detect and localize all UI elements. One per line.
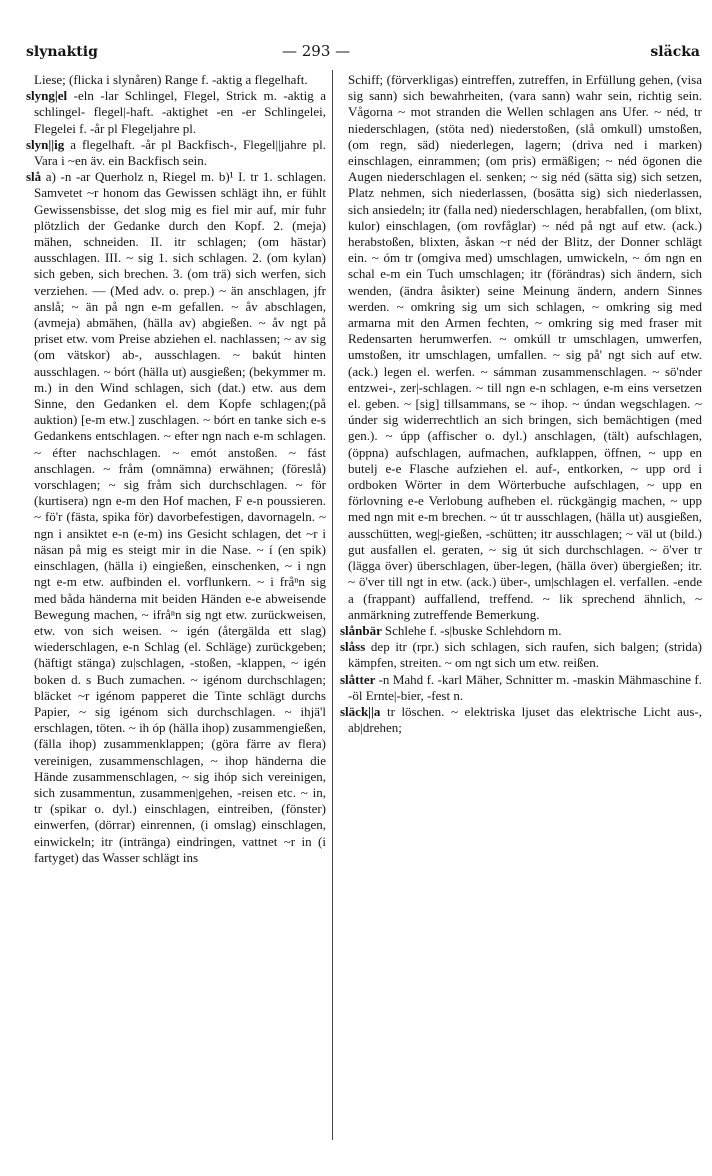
entry-headword: släck||a: [340, 703, 387, 719]
dictionary-entry: [340, 72, 702, 623]
dictionary-entry: [340, 704, 702, 736]
page-header: [26, 42, 704, 64]
column-divider: [332, 70, 333, 1140]
entry-text: a flegelhaft. -år pl Backfisch-, Flegel||jahre pl. Vara i ~en äv. ein Backfisch sein.: [34, 136, 326, 169]
left-column: [26, 72, 326, 866]
entry-text: tr löschen. ~ elektriska ljuset das elektrische Licht aus-, ab|drehen;: [348, 703, 702, 736]
entry-headword: slå: [26, 169, 46, 185]
dictionary-entry: [340, 672, 702, 704]
entry-headword: slånbär: [340, 622, 385, 638]
dictionary-entry: [26, 137, 326, 169]
entry-headword: slyn||ig: [26, 136, 71, 152]
dictionary-entry: [26, 169, 326, 866]
entry-text: -eln -lar Schlingel, Flegel, Strick m. -aktig a schlingel- flegel|-haft. -aktighet -en -er Schlingelei, Flegelei f. -år pl Flegeljahre pl.: [34, 88, 326, 136]
entry-headword: slåtter: [340, 671, 379, 687]
right-running-headword: släcka: [650, 44, 700, 60]
entry-text: -n Mahd f. -karl Mäher, Schnitter m. -maskin Mähmaschine f. -öl Ernte|-bier, -fest n.: [348, 671, 702, 703]
entry-text: a) -n -ar Querholz n, Riegel m. b)¹ I. tr 1. schlagen. Samvetet ~r honom das Gewissen schlägt ihn, er fühlt Gewissensbisse, det slog mig es fiel mir auf, mir fuhr plötzlich der Gedanke durch den Kopf. 2. (meja) mähen, schneiden. II. itr schlagen; (om hästar) ausschlagen. III. ~ sig 1. sich schlagen. 2. (om kylan) sich geben, sich brechen. 3. (om trä) sich werfen, sich verziehen. — (Med adv. o. prep.) ~ än anschlagen, jfr anslå; ~ än på ngn e-m gefallen. ~ åv abschlagen, (avmeja) abmähen, (hälla av) abgießen. ~ åv ngt på priset etw. vom Preise abziehen el. nachlassen; ~ av sig (om vätskor) ab-, ausschlagen. ~ bakút hinten ausschlagen. ~ bórt (hälla ut) ausgießen; (bekymmer m. m.) in den Wind schlagen, sich (dat.) etw. aus dem Sinne, den Gedanken el. dem Kopfe schlagen;(på auktion) [e-m etw.] zuschlagen. ~ bórt en tanke sich e-s Gedankens entschlagen. ~ efter ngn nach e-m schlagen. ~ éfter nachschlagen. ~ emót anstoßen. ~ fást anschlagen. ~ fråm (omnämna) erwähnen; (föreslå) vorschlagen; ~ sig fråm sich durchschlagen. ~ för (kurtisera) ngn e-m den Hof machen, F e-n poussieren. ~ fö'r (fästa, spika för) davorbefestigen, davornageln. ~ ngn i ansiktet e-n (e-m) ins Gesicht schlagen, det ~r i näsan på mig es steigt mir in die Nase. ~ í (en spik) einschlagen, (hälla i) eingießen, einschenken, ~ i ngn ngt e-m etw. aufbinden el. vorflunkern. ~ i fråⁿn sig med båda händerna mit beiden Händen e-e abweisende Bewegung machen, ~ ifråⁿn sig ngt etw. zurückweisen, etw. von sich weisen. ~ igén (återgälda ett slag) wiederschlagen, e-n Schlag (el. Schläge) zurückgeben; (häftigt stänga) zu|schlagen, -stoßen, -klappen, ~ igén boken d. s Buch zumachen. ~ igénom durchschlagen; bläcket ~r igénom papperet die Tinte schlägt durchs Papier, ~ sig igénom sich durchschlagen. ~ ihjä'l erschlagen, töten. ~ ih óp (hälla ihop) zusammengießen, (fälla ihop) zusammenklappen; (göra färre av flera) vereinigen, zusammenschlagen, ~ ihop händerna die Hände zusammenschlagen, ~ sig ihóp sich vereinigen, sich zusammentun, zusammen|gehen, -reisen etc. ~ in, tr (spikar o. dyl.) einschlagen, eintreiben, (fönster) einwerfen, (dörrar) einrennen, (i omslag) einschlagen, einwickeln; itr (intränga) eindringen, vattnet ~r in (i fartyget) das Wasser schlägt ins: [34, 169, 327, 865]
dictionary-entry: [26, 72, 326, 88]
dictionary-page: [26, 0, 704, 1176]
entry-text: dep itr (rpr.) sich schlagen, sich raufen, sich balgen; (strida) kämpfen, streiten. ~ om ngt sich um etw. reißen.: [348, 639, 702, 671]
dictionary-entry: [26, 88, 326, 137]
dictionary-entry: [340, 623, 702, 639]
entry-text: Schlehe f. -s|buske Schlehdorn m.: [384, 622, 562, 638]
page-number: — 293 —: [282, 42, 351, 60]
entry-text: Liese; (flicka i slynåren) Range f. -aktig a flegelhaft.: [34, 72, 308, 87]
entry-text: Schiff; (förverkligas) eintreffen, zutreffen, in Erfüllung gehen, (visa sig sann) sich bewahrheiten, (vara sann) wahr sein, richtig sein. Vågorna ~ mot stranden die Wellen schlagen ans Ufer. ~ néd, tr niederschlagen, (stöta ned) niederstoßen, (slå omkull) umstoßen, (om regn, säd) niederlegen, lagern; (driva ned i marken) einschlagen, einrammen; (om pris) ermäßigen; ~ néd ögonen die Augen niederschlagen el. senken; ~ sig néd (sätta sig) sich setzen, Platz nehmen, sich niederlassen, (bosätta sig) sich niederlassen, sich ansiedeln; itr (falla ned) niederschlagen, herabfallen, (om blixt, kulor) einschlagen, (om rovfåglar) ~ néd på ngt auf etw. (ack.) herabstoßen, blixten, åskan ~r néd der Blitz, der Donner schlägt ein. ~ óm tr (omgiva med) umschlagen, umwickeln, ~ óm ngn en schal e-m ein Tuch umschlagen; itr (förändras) sich ändern, sich wenden, (ändra åsikter) seine Meinung ändern, andern Sinnes werden. ~ omkring sig um sich schlagen, ~ omkring sig med armarna mit den Armen fechten, ~ omkring sig med fraser mit Redensarten herumwerfen. ~ omkúll tr umschlagen, umwerfen, umstoßen, itr umschlagen, umfallen. ~ sig på' ngt sich auf etw. (ack.) legen el. werfen. ~ sámman zusammenschlagen. ~ sö'nder entzwei-, zer|-schlagen. ~ till ngn e-n schlagen, e-m eins versetzen el. geben. ~ [sig] tillsammans, se ~ ihop. ~ úndan wegschlagen. ~ únder sig widerrechtlich an sich bringen, sich bemächtigen (med gen.). ~ úpp (affischer o. dyl.) anschlagen, (tält) aufschlagen, (öppna) aufschlagen, aufmachen, aufklappen, öffnen, ~ upp en butelj e-e Flasche aufziehen el. auf-, entkorken, ~ upp ord i ordboken Wörter in dem Wörterbuche aufschlagen, ~ upp en förlovning e-e Verlobung aufheben el. rückgängig machen, ~ upp med ngn mit e-m brechen. ~ út tr ausschlagen, (hälla ut) ausgießen, ausschütten, weg|-gießen, -schütten; itr ausschlagen; ~ väl ut (bild.) gut ausfallen el. geraten, ~ sig út sich durchschlagen. ~ ö'ver tr (lägga över) überschlagen, über-legen, (hälla över) übergießen; itr. ~ ö'ver till ngt in etw. (ack.) über-, um|schlagen el. verfallen. -ende a (frappant) auffallend, treffend. ~ lik sprechend ähnlich, ~ anmärkning zutreffende Bemerkung.: [348, 72, 702, 622]
left-running-headword: slynaktig: [26, 44, 98, 60]
entry-headword: slyng|el: [26, 88, 74, 104]
dictionary-entry: [340, 639, 702, 671]
right-column: [340, 72, 702, 736]
entry-headword: slåss: [340, 639, 371, 655]
